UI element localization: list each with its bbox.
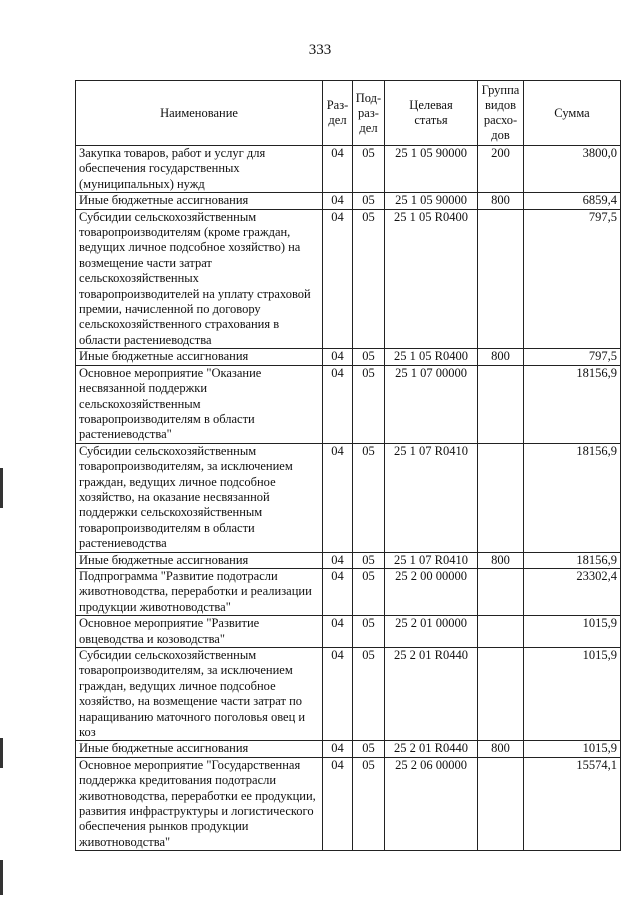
cell-tselevaya: 25 1 07 R0410 bbox=[385, 552, 478, 568]
table-row bbox=[76, 349, 621, 365]
cell-name: Иные бюджетные ассигнования bbox=[76, 741, 323, 757]
header-name bbox=[76, 81, 323, 146]
header-razdel-label: Раз- дел bbox=[326, 98, 349, 127]
table-row bbox=[76, 193, 621, 209]
cell-tselevaya: 25 1 05 R0400 bbox=[385, 349, 478, 365]
cell-name: Иные бюджетные ассигнования bbox=[76, 552, 323, 568]
cell-gruppa: 800 bbox=[478, 741, 524, 757]
cell-tselevaya: 25 2 00 00000 bbox=[385, 568, 478, 615]
cell-razdel: 04 bbox=[323, 616, 353, 648]
cell-tselevaya: 25 1 05 90000 bbox=[385, 193, 478, 209]
header-podrazdel bbox=[353, 81, 385, 146]
cell-razdel: 04 bbox=[323, 349, 353, 365]
cell-summa: 1015,9 bbox=[524, 741, 621, 757]
cell-gruppa bbox=[478, 568, 524, 615]
cell-razdel: 04 bbox=[323, 193, 353, 209]
header-summa-label: Сумма bbox=[554, 105, 590, 120]
cell-razdel: 04 bbox=[323, 757, 353, 850]
cell-tselevaya: 25 1 05 R0400 bbox=[385, 209, 478, 349]
cell-tselevaya: 25 1 05 90000 bbox=[385, 146, 478, 193]
cell-name: Основное мероприятие "Оказание несвязанной поддержки сельскохозяйственным товаропроизводителям в области растениеводства" bbox=[76, 365, 323, 443]
cell-gruppa bbox=[478, 443, 524, 552]
cell-razdel: 04 bbox=[323, 146, 353, 193]
table-row bbox=[76, 568, 621, 615]
cell-tselevaya: 25 2 01 R0440 bbox=[385, 741, 478, 757]
cell-gruppa bbox=[478, 616, 524, 648]
cell-podrazdel: 05 bbox=[353, 365, 385, 443]
header-summa bbox=[524, 81, 621, 146]
cell-summa: 797,5 bbox=[524, 209, 621, 349]
cell-gruppa bbox=[478, 648, 524, 741]
table-row bbox=[76, 443, 621, 552]
cell-name: Иные бюджетные ассигнования bbox=[76, 349, 323, 365]
cell-summa: 23302,4 bbox=[524, 568, 621, 615]
cell-summa: 3800,0 bbox=[524, 146, 621, 193]
table-header-row bbox=[76, 81, 621, 146]
cell-podrazdel: 05 bbox=[353, 552, 385, 568]
cell-podrazdel: 05 bbox=[353, 616, 385, 648]
cell-gruppa bbox=[478, 757, 524, 850]
cell-tselevaya: 25 2 01 R0440 bbox=[385, 648, 478, 741]
scan-edge-mark bbox=[0, 860, 3, 895]
cell-razdel: 04 bbox=[323, 443, 353, 552]
cell-razdel: 04 bbox=[323, 552, 353, 568]
cell-name: Основное мероприятие "Развитие овцеводства и козоводства" bbox=[76, 616, 323, 648]
scan-edge-mark bbox=[0, 468, 3, 508]
cell-razdel: 04 bbox=[323, 648, 353, 741]
table-row bbox=[76, 757, 621, 850]
table-row bbox=[76, 209, 621, 349]
cell-gruppa: 800 bbox=[478, 552, 524, 568]
cell-tselevaya: 25 2 06 00000 bbox=[385, 757, 478, 850]
table-row bbox=[76, 648, 621, 741]
cell-summa: 797,5 bbox=[524, 349, 621, 365]
header-gruppa-label: Группа видов расхо- дов bbox=[481, 83, 520, 142]
cell-razdel: 04 bbox=[323, 741, 353, 757]
cell-podrazdel: 05 bbox=[353, 209, 385, 349]
cell-name: Подпрограмма "Развитие подотрасли животноводства, переработки и реализации продукции животноводства" bbox=[76, 568, 323, 615]
table-row bbox=[76, 741, 621, 757]
header-tselevaya bbox=[385, 81, 478, 146]
cell-summa: 18156,9 bbox=[524, 552, 621, 568]
cell-summa: 1015,9 bbox=[524, 648, 621, 741]
cell-podrazdel: 05 bbox=[353, 648, 385, 741]
cell-summa: 6859,4 bbox=[524, 193, 621, 209]
cell-gruppa bbox=[478, 365, 524, 443]
cell-summa: 15574,1 bbox=[524, 757, 621, 850]
cell-gruppa bbox=[478, 209, 524, 349]
budget-table bbox=[75, 80, 621, 851]
table-row bbox=[76, 365, 621, 443]
cell-podrazdel: 05 bbox=[353, 568, 385, 615]
table-row bbox=[76, 552, 621, 568]
cell-tselevaya: 25 1 07 R0410 bbox=[385, 443, 478, 552]
header-podrazdel-label: Под- раз- дел bbox=[355, 90, 382, 135]
scan-edge-mark bbox=[0, 738, 3, 768]
header-gruppa bbox=[478, 81, 524, 146]
cell-name: Субсидии сельскохозяйственным товаропроизводителям, за исключением граждан, ведущих личное подсобное хозяйство, на оказание несвязанной поддержки сельскохозяйственным товаропроизводителям в области растениеводства bbox=[76, 443, 323, 552]
cell-name: Субсидии сельскохозяйственным товаропроизводителям (кроме граждан, ведущих личное подсобное хозяйство) на возмещение части затрат сельскохозяйственных товаропроизводителей на уплату страховой премии, начисленной по договору сельскохозяйственного страхования в области растениеводства bbox=[76, 209, 323, 349]
cell-summa: 18156,9 bbox=[524, 443, 621, 552]
cell-podrazdel: 05 bbox=[353, 741, 385, 757]
cell-summa: 1015,9 bbox=[524, 616, 621, 648]
cell-gruppa: 800 bbox=[478, 193, 524, 209]
cell-tselevaya: 25 1 07 00000 bbox=[385, 365, 478, 443]
table-row bbox=[76, 616, 621, 648]
cell-razdel: 04 bbox=[323, 568, 353, 615]
cell-gruppa: 200 bbox=[478, 146, 524, 193]
header-razdel bbox=[323, 81, 353, 146]
cell-podrazdel: 05 bbox=[353, 193, 385, 209]
cell-name: Субсидии сельскохозяйственным товаропроизводителям, за исключением граждан, ведущих личное подсобное хозяйство, на возмещение части затрат по наращиванию маточного поголовья овец и коз bbox=[76, 648, 323, 741]
cell-podrazdel: 05 bbox=[353, 443, 385, 552]
cell-podrazdel: 05 bbox=[353, 146, 385, 193]
cell-podrazdel: 05 bbox=[353, 757, 385, 850]
cell-tselevaya: 25 2 01 00000 bbox=[385, 616, 478, 648]
cell-podrazdel: 05 bbox=[353, 349, 385, 365]
table-row bbox=[76, 146, 621, 193]
header-tselevaya-label: Целевая статья bbox=[409, 98, 453, 127]
cell-gruppa: 800 bbox=[478, 349, 524, 365]
cell-name: Основное мероприятие "Государственная поддержка кредитования подотрасли животноводства, переработки ее продукции, развития инфраструктуры и логистического обеспечения рынков продукции животноводства" bbox=[76, 757, 323, 850]
header-name-label: Наименование bbox=[160, 105, 238, 120]
cell-name: Закупка товаров, работ и услуг для обеспечения государственных (муниципальных) нужд bbox=[76, 146, 323, 193]
page-number: 333 bbox=[308, 42, 332, 58]
cell-razdel: 04 bbox=[323, 209, 353, 349]
cell-summa: 18156,9 bbox=[524, 365, 621, 443]
cell-razdel: 04 bbox=[323, 365, 353, 443]
cell-name: Иные бюджетные ассигнования bbox=[76, 193, 323, 209]
